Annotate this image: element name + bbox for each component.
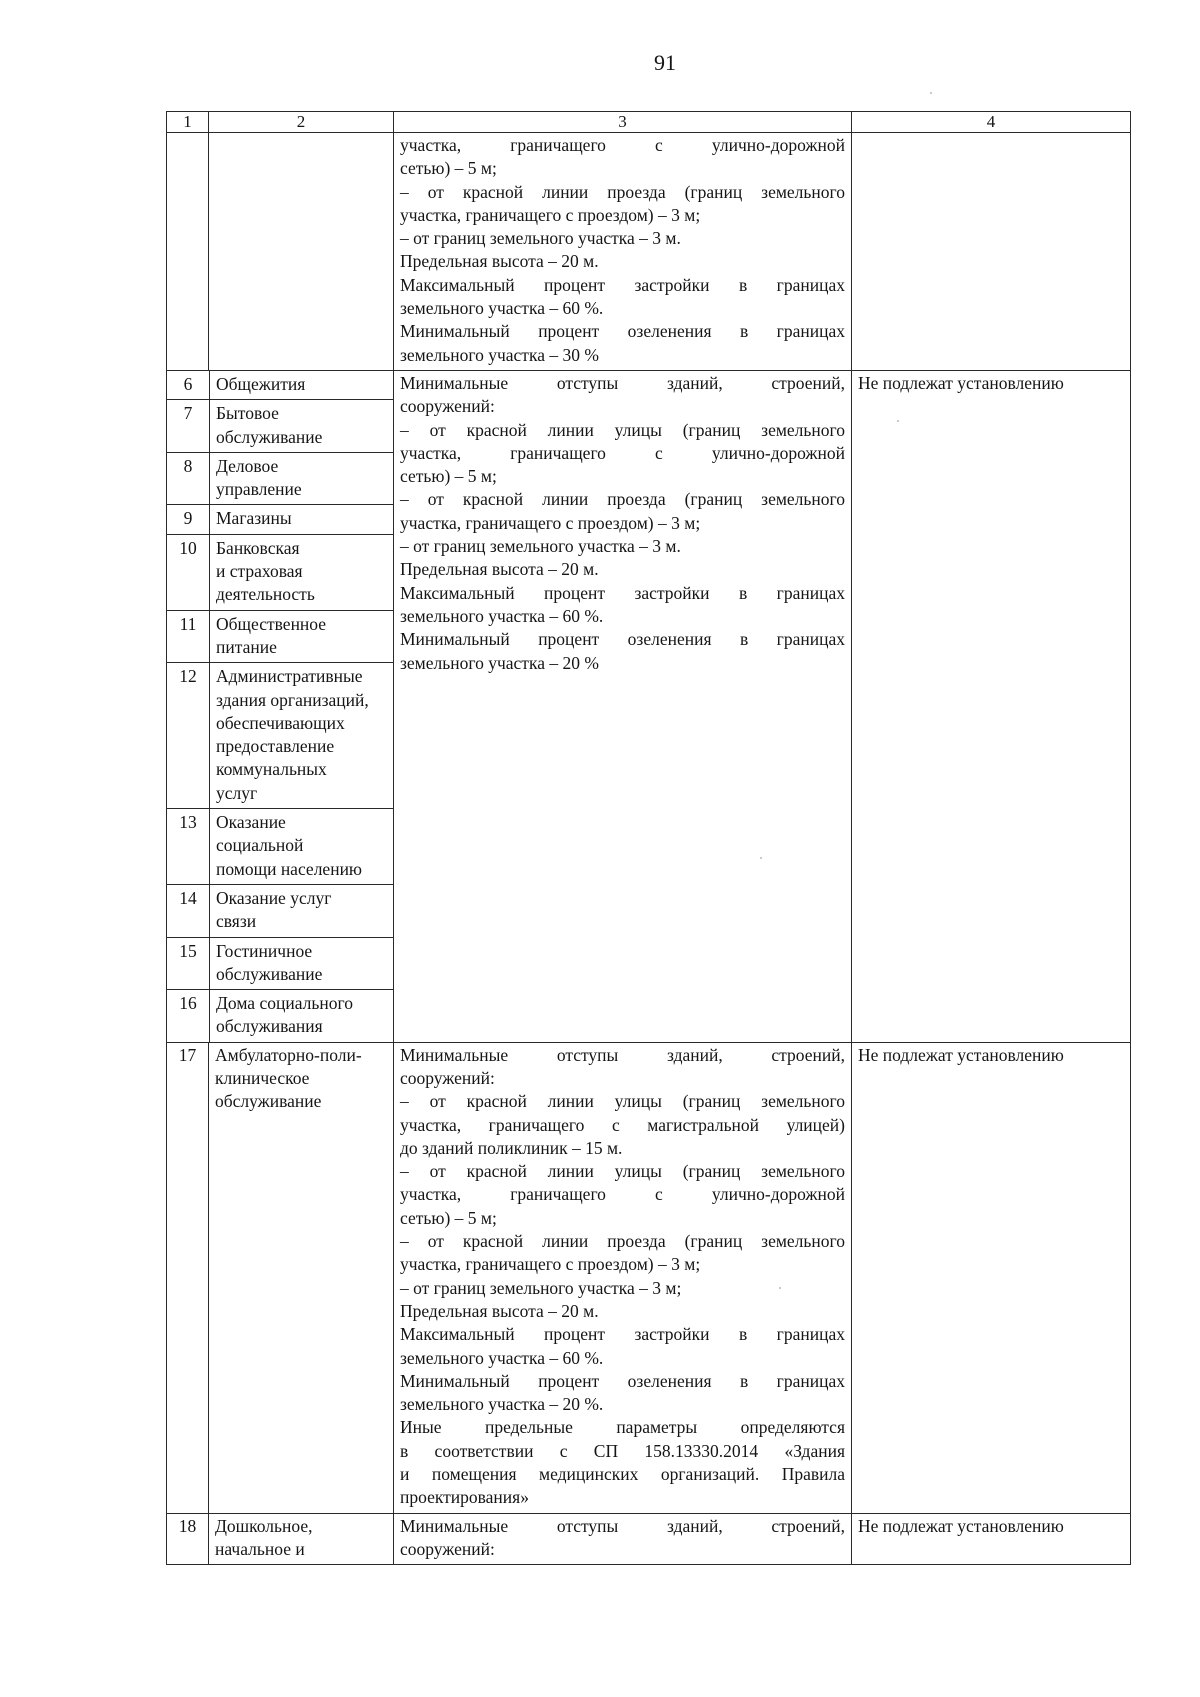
table-row-continued: [167, 133, 1131, 371]
use-name: [210, 371, 393, 399]
use-name: [210, 505, 393, 533]
use-name-line: обслуживания: [216, 1016, 323, 1037]
use-name: [210, 885, 393, 937]
use-type-row: [167, 535, 393, 611]
use-name-line: социальной: [216, 835, 304, 856]
text-line: – от красной линии улицы (границ земельного: [400, 419, 845, 440]
text-line: Максимальный процент застройки в границах: [400, 274, 845, 295]
use-name-line: Административные: [216, 666, 363, 687]
table-row-group-6-16: [167, 370, 1131, 1042]
text-line: – от красной линии улицы (границ земельного: [400, 1091, 845, 1112]
use-name: [209, 1513, 394, 1565]
text-line: Предельная высота – 20 м.: [400, 559, 599, 580]
use-name-empty: [209, 133, 394, 371]
text-line: Минимальные отступы зданий, строений,: [400, 1044, 845, 1065]
use-name: [210, 990, 393, 1042]
scan-speck: [760, 857, 762, 859]
use-name: [210, 453, 393, 505]
text-line: сетью) – 5 м;: [400, 1207, 497, 1228]
use-name: [210, 809, 393, 884]
use-name-line: Оказание услуг: [216, 887, 332, 908]
row-number: 12: [167, 663, 210, 808]
text-line: – от границ земельного участка – 3 м.: [400, 228, 681, 249]
use-name-line: управление: [216, 479, 302, 500]
use-name-line: Гостиничное: [216, 940, 313, 961]
text-line: сооружений:: [400, 1067, 495, 1088]
use-type-row: [167, 663, 393, 809]
row-number: 17: [167, 1042, 209, 1513]
use-name-line: Банковская: [216, 537, 300, 558]
use-type-row: [167, 371, 393, 400]
text-line: – от красной линии улицы (границ земельного: [400, 1161, 845, 1182]
text-line: участка, граничащего с проездом) – 3 м;: [400, 1254, 701, 1275]
row-number: 10: [167, 535, 210, 610]
text-line: Минимальный процент озеленения в границах: [400, 629, 845, 650]
use-name: [210, 535, 393, 610]
use-name-line: связи: [216, 911, 257, 932]
params-cell: [394, 1513, 852, 1565]
restrictions-cell: Не подлежат установлению: [852, 1513, 1131, 1565]
text-line: земельного участка – 30 %: [400, 344, 599, 365]
header-col-4: 4: [852, 112, 1131, 133]
text-line: земельного участка – 60 %.: [400, 298, 604, 319]
params-cell: [394, 133, 852, 371]
use-name-line: обслуживание: [216, 426, 323, 447]
restrictions-cell: Не подлежат установлению: [852, 1042, 1131, 1513]
use-type-row: [167, 611, 393, 664]
row-number-empty: [167, 133, 209, 371]
text-line: земельного участка – 60 %.: [400, 605, 604, 626]
use-name-line: начальное и: [215, 1538, 305, 1559]
use-name-line: Общественное: [216, 613, 327, 634]
scan-speck: [779, 1287, 781, 1289]
text-line: Предельная высота – 20 м.: [400, 251, 599, 272]
use-name: [210, 663, 393, 808]
use-name: [209, 1042, 394, 1513]
use-type-row: [167, 885, 393, 938]
use-name-line: питание: [216, 636, 277, 657]
table-row-18: [167, 1513, 1131, 1565]
use-name-line: обеспечивающих: [216, 712, 345, 733]
row-number: 11: [167, 611, 210, 663]
text-line: Иные предельные параметры определяются: [400, 1417, 845, 1438]
use-name-line: и страховая: [216, 561, 303, 582]
text-line: земельного участка – 20 %: [400, 652, 599, 673]
use-name: [210, 938, 393, 990]
use-type-row: [167, 990, 393, 1042]
use-name-line: Бытовое: [216, 403, 279, 424]
restrictions-empty: [852, 133, 1131, 371]
text-line: земельного участка – 60 %.: [400, 1347, 604, 1368]
text-line: – от красной линии проезда (границ земельного: [400, 489, 845, 510]
row-number: 15: [167, 938, 210, 990]
text-line: Минимальные отступы зданий, строений,: [400, 372, 845, 393]
text-line: – от красной линии проезда (границ земельного: [400, 181, 845, 202]
text-line: участка, граничащего с улично-дорожной: [400, 1184, 845, 1205]
use-name-line: Магазины: [216, 508, 292, 529]
use-types-list: [167, 371, 393, 1042]
use-name-line: Дошкольное,: [215, 1515, 313, 1536]
text-line: Минимальные отступы зданий, строений,: [400, 1515, 845, 1536]
header-col-3: 3: [394, 112, 852, 133]
text-line: Минимальный процент озеленения в границах: [400, 1370, 845, 1391]
text-line: участка, граничащего с магистральной улицей): [400, 1114, 845, 1135]
use-name-line: помощи населению: [216, 858, 363, 879]
use-name-line: Дома социального: [216, 993, 353, 1014]
text-line: Предельная высота – 20 м.: [400, 1300, 599, 1321]
text-line: участка, граничащего с улично-дорожной: [400, 135, 845, 155]
text-line: земельного участка – 20 %.: [400, 1394, 604, 1415]
row-number: 14: [167, 885, 210, 937]
header-col-2: 2: [209, 112, 394, 133]
text-line: сетью) – 5 м;: [400, 158, 497, 179]
use-name-line: Деловое: [216, 455, 279, 476]
text-line: до зданий поликлиник – 15 м.: [400, 1137, 623, 1158]
text-line: Максимальный процент застройки в границах: [400, 1324, 845, 1345]
text-line: и помещения медицинских организаций. Правила: [400, 1464, 845, 1485]
row-number: 13: [167, 809, 210, 884]
page-number: 91: [654, 50, 676, 75]
use-name-line: Оказание: [216, 812, 286, 833]
text-line: участка, граничащего с проездом) – 3 м;: [400, 204, 701, 225]
use-name-line: услуг: [216, 782, 258, 803]
row-number: 7: [167, 400, 210, 452]
text-line: сетью) – 5 м;: [400, 466, 497, 487]
table-row-17: [167, 1042, 1131, 1513]
row-number: 8: [167, 453, 210, 505]
text-line: участка, граничащего с улично-дорожной: [400, 442, 845, 463]
header-col-1: 1: [167, 112, 209, 133]
use-type-row: [167, 505, 393, 534]
text-line: Максимальный процент застройки в границах: [400, 582, 845, 603]
restrictions-cell: Не подлежат установлению: [852, 370, 1131, 1042]
use-name-line: обслуживание: [216, 963, 323, 984]
use-type-row: [167, 453, 393, 506]
use-name-line: обслуживание: [215, 1091, 322, 1112]
use-name-line: деятельность: [216, 584, 315, 605]
use-name-line: Амбулаторно-поли-: [215, 1044, 362, 1065]
scan-speck: [897, 420, 899, 422]
text-line: – от красной линии проезда (границ земельного: [400, 1231, 845, 1252]
use-type-row: [167, 938, 393, 991]
scan-speck: [930, 92, 932, 94]
text-line: сооружений:: [400, 396, 495, 417]
params-cell: [394, 370, 852, 1042]
text-line: в соответствии с СП 158.13330.2014 «Здания: [400, 1440, 845, 1461]
text-line: – от границ земельного участка – 3 м.: [400, 536, 681, 557]
zoning-parameters-table: [166, 111, 1131, 1565]
use-types-stack: [167, 370, 394, 1042]
use-type-row: [167, 400, 393, 453]
use-name-line: предоставление: [216, 736, 335, 757]
use-name-line: коммунальных: [216, 759, 327, 780]
text-line: проектирования»: [400, 1487, 529, 1508]
row-number: 16: [167, 990, 210, 1042]
use-type-row: [167, 809, 393, 885]
text-line: Минимальный процент озеленения в границах: [400, 321, 845, 342]
row-number: 18: [167, 1513, 209, 1565]
table-header-row: [167, 112, 1131, 133]
use-name-line: здания организаций,: [216, 689, 369, 710]
params-cell: [394, 1042, 852, 1513]
row-number: 6: [167, 371, 210, 399]
text-line: участка, граничащего с проездом) – 3 м;: [400, 512, 701, 533]
row-number: 9: [167, 505, 210, 533]
text-line: сооружений:: [400, 1538, 495, 1559]
use-name: [210, 611, 393, 663]
text-line: – от границ земельного участка – 3 м;: [400, 1277, 682, 1298]
use-name-line: Общежития: [216, 373, 306, 394]
use-name-line: клиническое: [215, 1067, 310, 1088]
use-name: [210, 400, 393, 452]
